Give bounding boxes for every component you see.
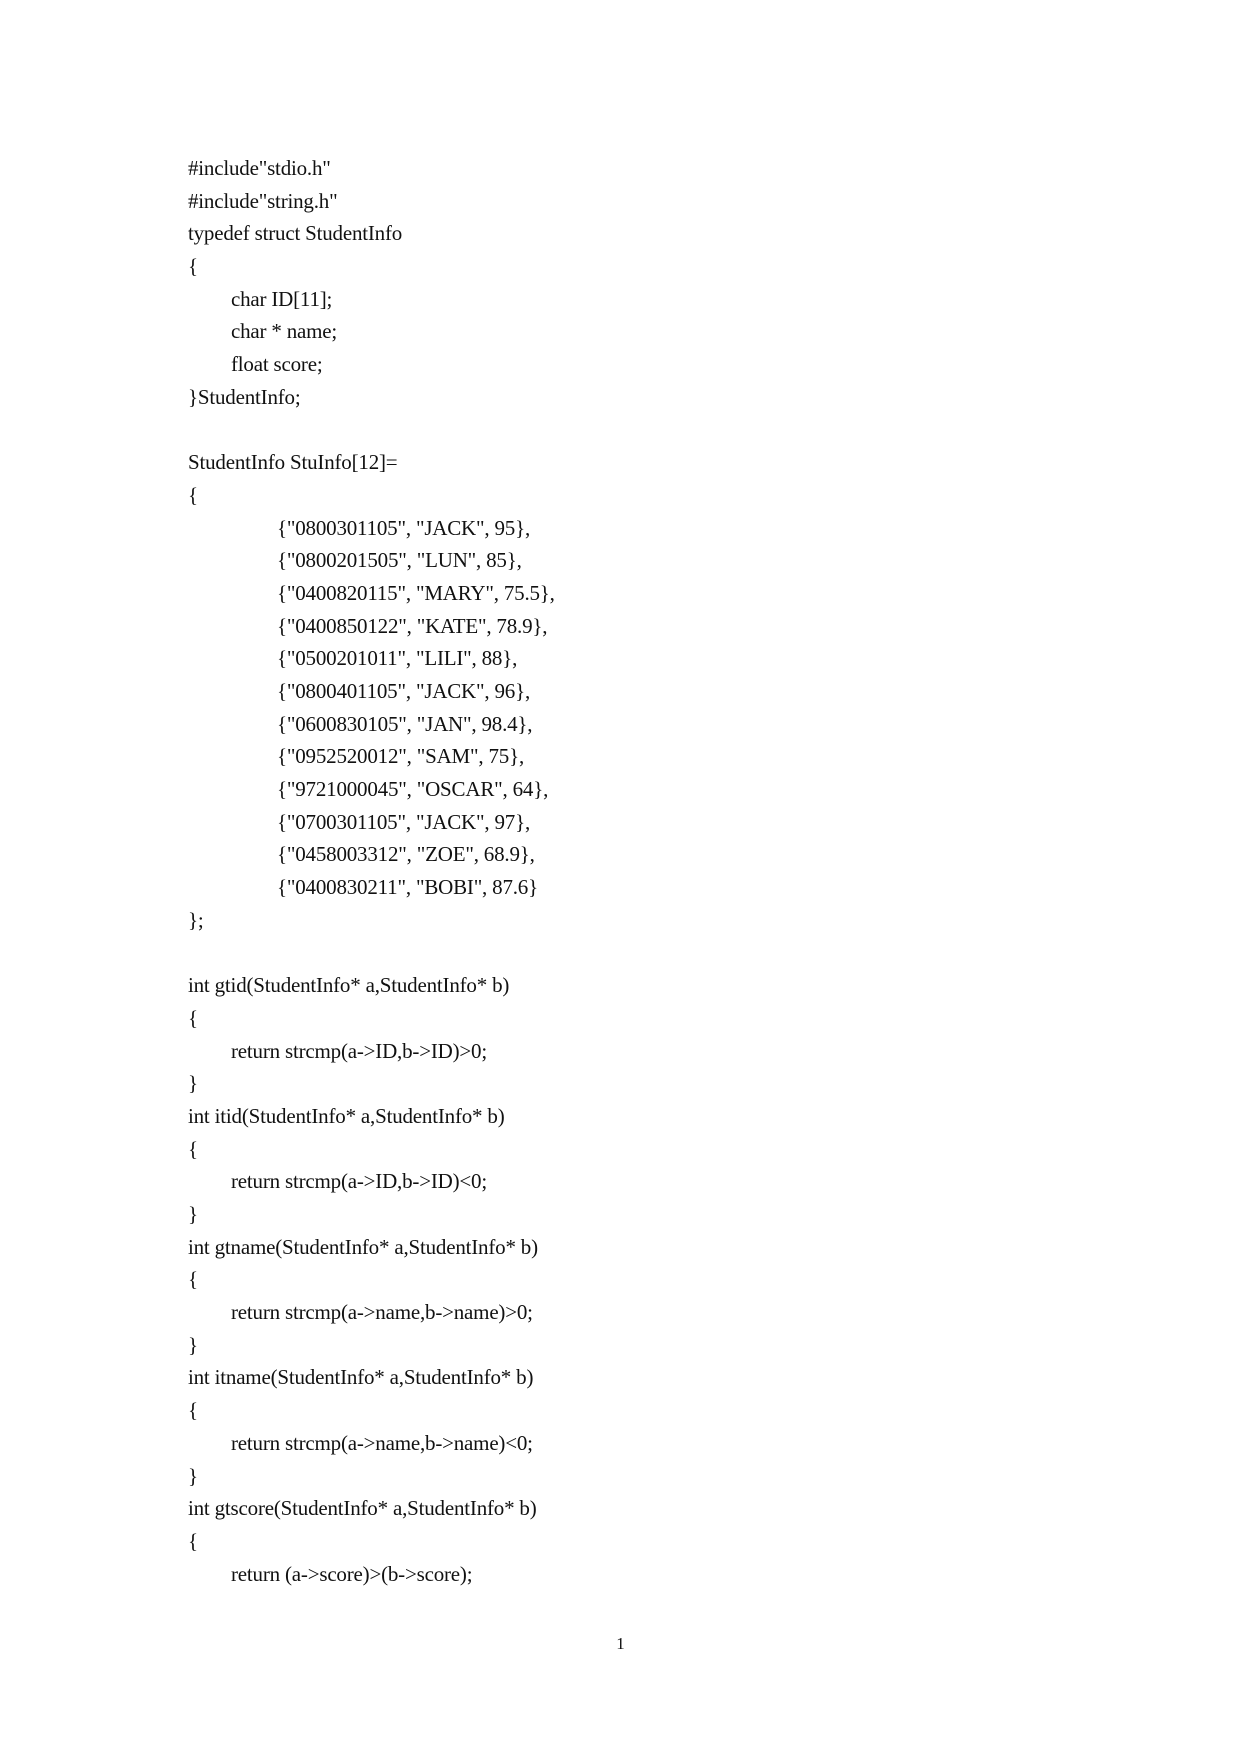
code-line: int gtname(StudentInfo* a,StudentInfo* b)	[188, 1234, 538, 1259]
code-line: {"0800401105", "JACK", 96},	[277, 679, 531, 703]
code-line: {	[188, 254, 198, 279]
code-line: {"0800301105", "JACK", 95},	[277, 515, 531, 540]
blank-line	[188, 414, 1088, 447]
code-line: #include"string.h"	[188, 188, 338, 213]
code-line: char * name;	[231, 319, 338, 344]
code-line: char ID[11];	[231, 286, 333, 311]
code-line: }	[188, 1463, 198, 1488]
code-line: {"0800201505", "LUN", 85},	[277, 548, 522, 573]
code-line: {"0400850122", "KATE", 78.9},	[277, 613, 548, 638]
code-line: {"0952520012", "SAM", 75},	[277, 744, 525, 769]
code-line: StudentInfo StuInfo[12]=	[188, 450, 398, 475]
code-line: {	[188, 1398, 198, 1423]
code-line: return strcmp(a->ID,b->ID)<0;	[231, 1169, 487, 1194]
code-line: }	[188, 1202, 198, 1226]
code-line: }	[188, 1071, 198, 1096]
code-line: return strcmp(a->name,b->name)>0;	[231, 1300, 533, 1325]
code-line: {"0600830105", "JAN", 98.4},	[277, 711, 533, 736]
code-line: {	[188, 1267, 198, 1292]
code-line: {"0458003312", "ZOE", 68.9},	[277, 842, 535, 867]
code-line: int gtid(StudentInfo* a,StudentInfo* b)	[188, 973, 510, 998]
code-line: {"0400820115", "MARY", 75.5},	[277, 580, 555, 605]
blank-line	[188, 937, 1088, 970]
code-line: int gtscore(StudentInfo* a,StudentInfo* b)	[188, 1496, 537, 1521]
code-line: return strcmp(a->name,b->name)<0;	[231, 1430, 533, 1455]
code-line: #include"stdio.h"	[188, 156, 331, 180]
code-line: {	[188, 1136, 198, 1161]
code-line: typedef struct StudentInfo	[188, 221, 403, 246]
code-line: }	[188, 1332, 198, 1357]
code-line: {	[188, 482, 198, 507]
code-line: {"9721000045", "OSCAR", 64},	[277, 777, 549, 802]
code-line: }StudentInfo;	[188, 384, 301, 409]
code-line: int itname(StudentInfo* a,StudentInfo* b)	[188, 1365, 534, 1390]
code-line: {"0500201011", "LILI", 88},	[277, 646, 518, 671]
code-line: return (a->score)>(b->score);	[231, 1561, 473, 1586]
page-number: 1	[616, 1634, 625, 1653]
code-listing	[188, 152, 1088, 1590]
code-line: int itid(StudentInfo* a,StudentInfo* b)	[188, 1103, 505, 1128]
code-line: return strcmp(a->ID,b->ID)>0;	[231, 1038, 487, 1063]
code-line: {	[188, 1005, 198, 1030]
code-line: {"0400830211", "BOBI", 87.6}	[277, 875, 538, 900]
code-line: };	[188, 907, 204, 932]
code-line: float score;	[231, 352, 323, 377]
code-line: {	[188, 1528, 198, 1553]
code-line: {"0700301105", "JACK", 97},	[277, 809, 531, 834]
